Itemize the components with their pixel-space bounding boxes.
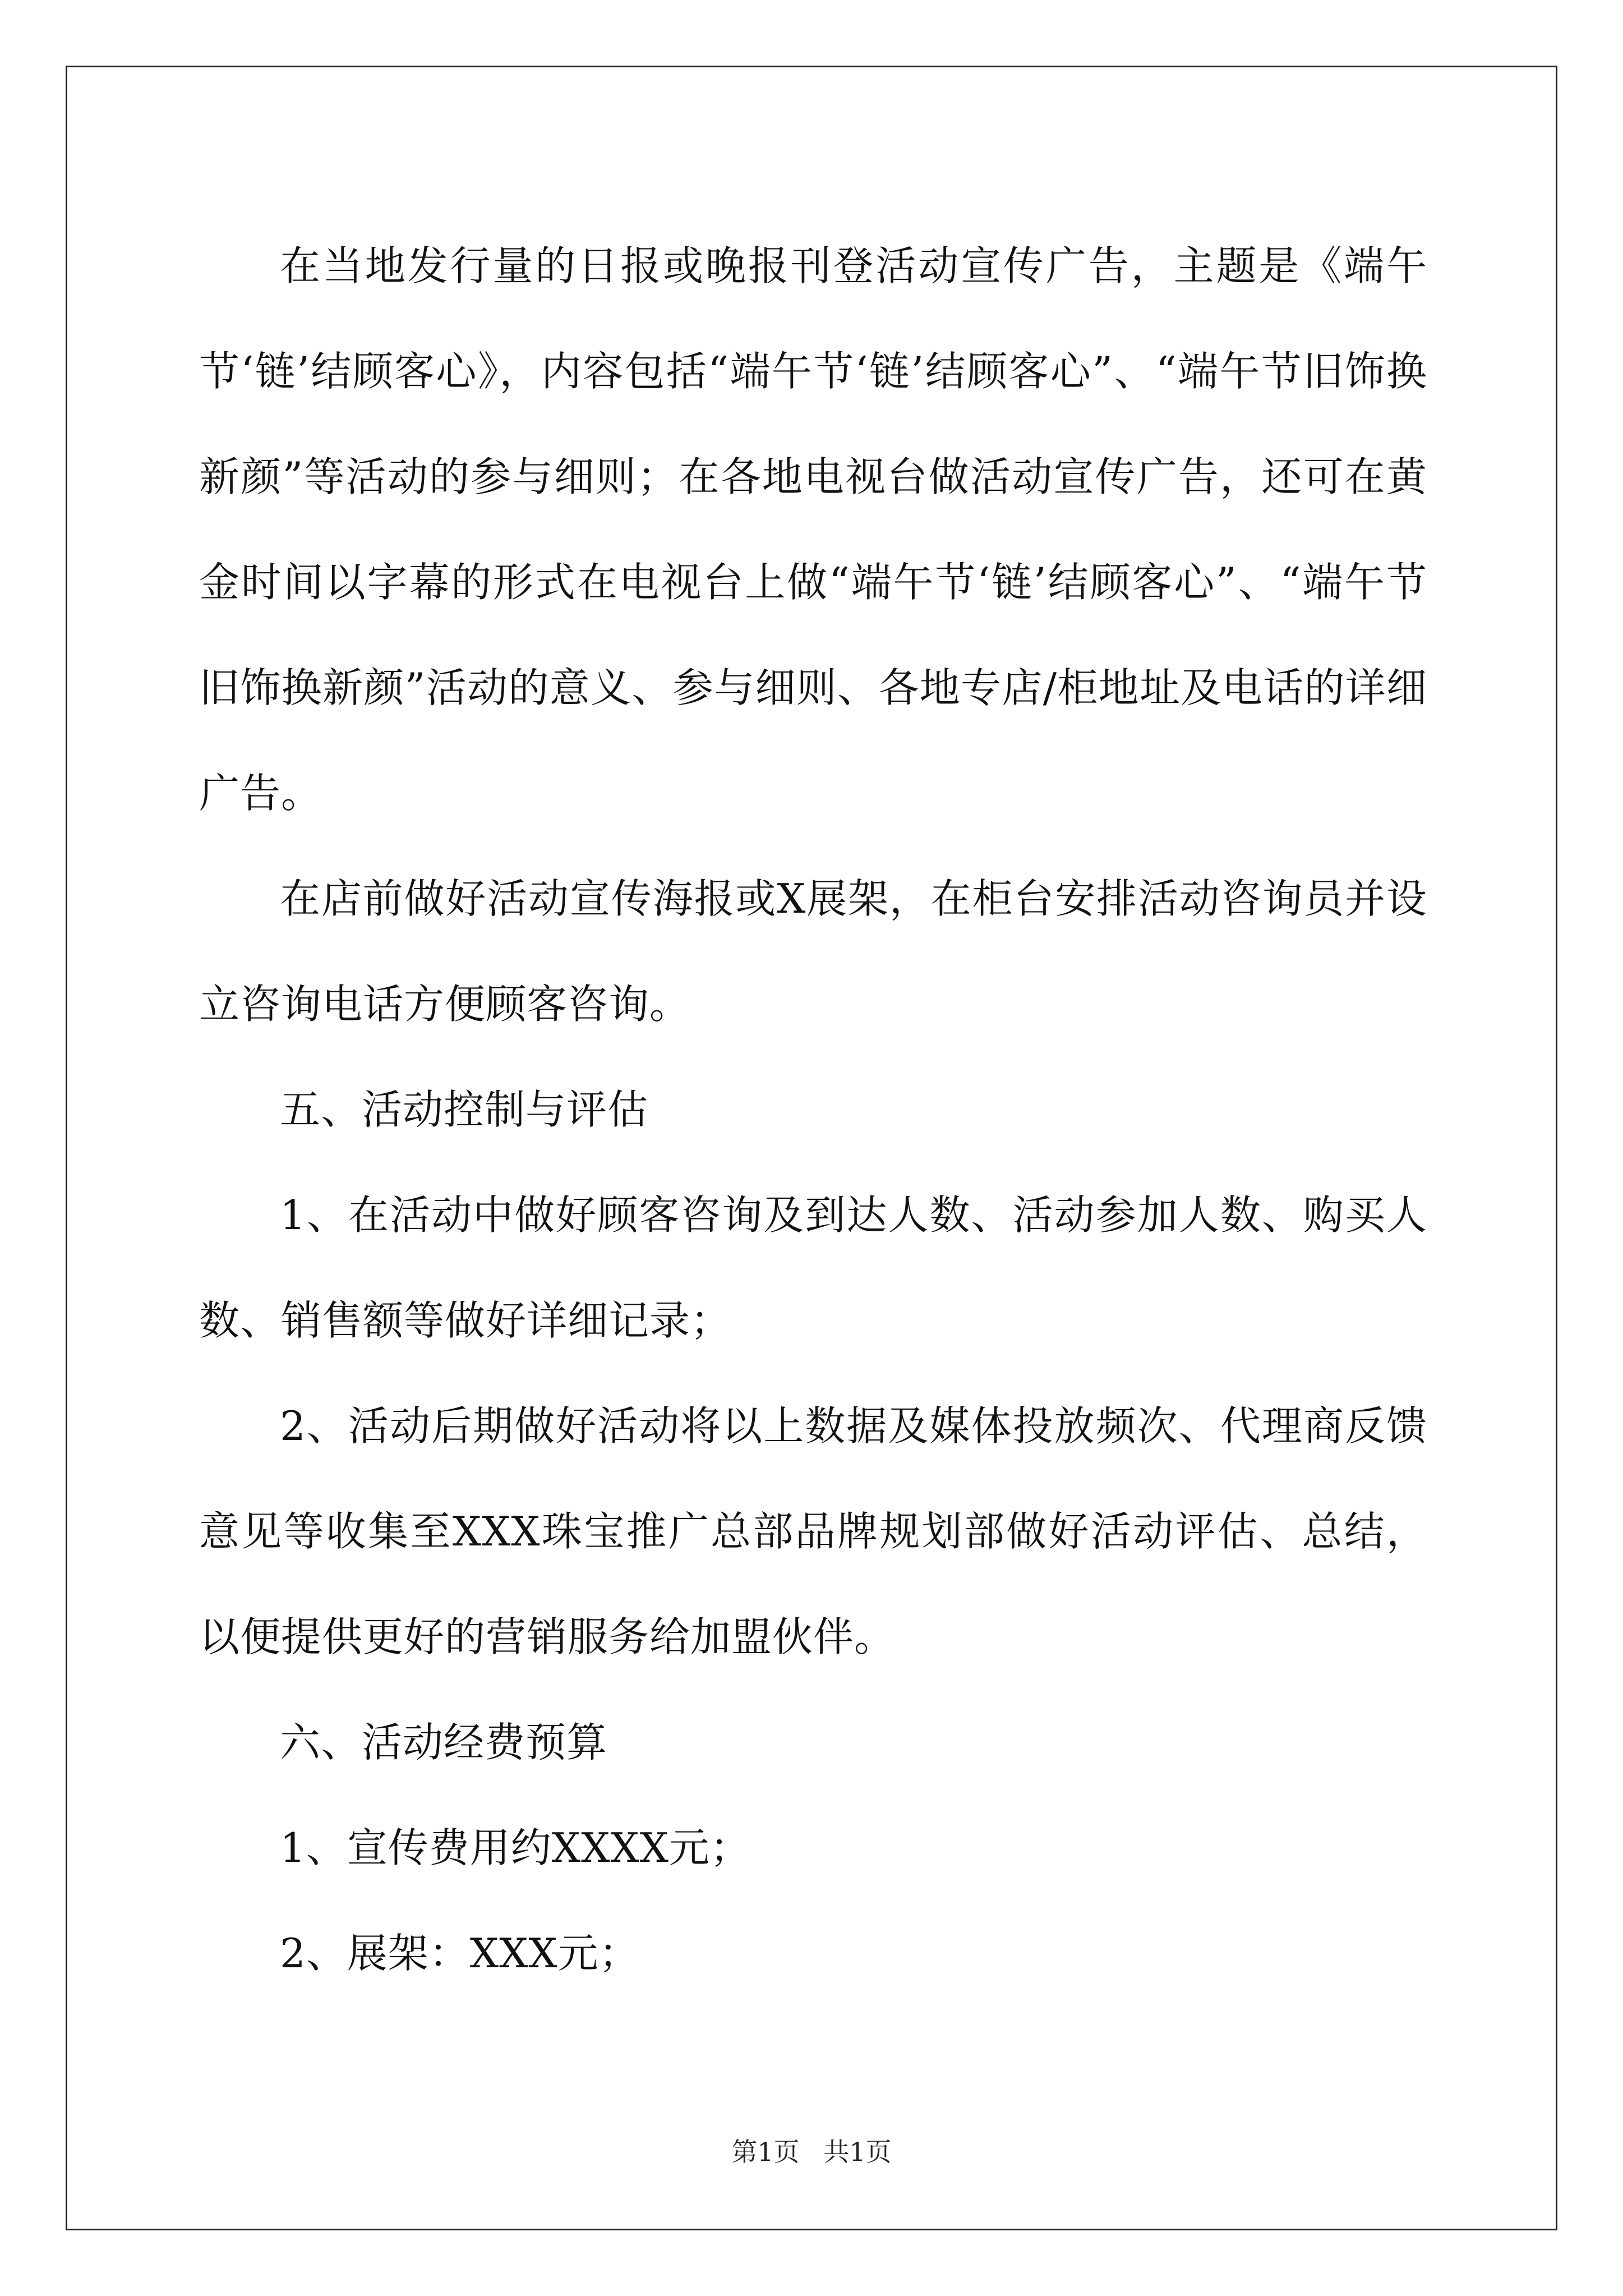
document-body bbox=[199, 213, 1427, 2006]
paragraph-control-item-2: 2、活动后期做好活动将以上数据及媒体投放频次、代理商反馈意见等收集至XXX珠宝推广总部品牌规划部做好活动评估、总结，以便提供更好的营销服务给加盟伙伴。 bbox=[199, 1402, 1427, 1660]
section-heading-control: 五、活动控制与评估 bbox=[280, 1086, 649, 1133]
page-number-current: 第1页 bbox=[731, 2137, 800, 2167]
paragraph-budget-item-1: 1、宣传费用约XXXX元； bbox=[280, 1824, 751, 1871]
page-footer bbox=[0, 2132, 1623, 2169]
paragraph-control-item-1: 1、在活动中做好顾客咨询及到达人数、活动参加人数、购买人数、销售额等做好详细记录； bbox=[199, 1191, 1427, 1344]
page-number-total: 共1页 bbox=[823, 2137, 892, 2167]
paragraph-advertising: 在当地发行量的日报或晚报刊登活动宣传广告，主题是《端午节‘链’结顾客心》，内容包括“端午节‘链’结顾客心”、“端午节旧饰换新颜”等活动的参与细则；在各地电视台做活动宣传广告，还可在黄金时间以字幕的形式在电视台上做“端午节‘链’结顾客心”、“端午节旧饰换新颜”活动的意义、参与细则、各地专店/柜地址及电话的详细广告。 bbox=[199, 242, 1427, 817]
section-heading-budget: 六、活动经费预算 bbox=[280, 1719, 608, 1766]
paragraph-store-display: 在店前做好活动宣传海报或X展架，在柜台安排活动咨询员并设立咨询电话方便顾客咨询。 bbox=[199, 875, 1427, 1028]
paragraph-budget-item-2: 2、展架：XXX元； bbox=[280, 1930, 640, 1977]
